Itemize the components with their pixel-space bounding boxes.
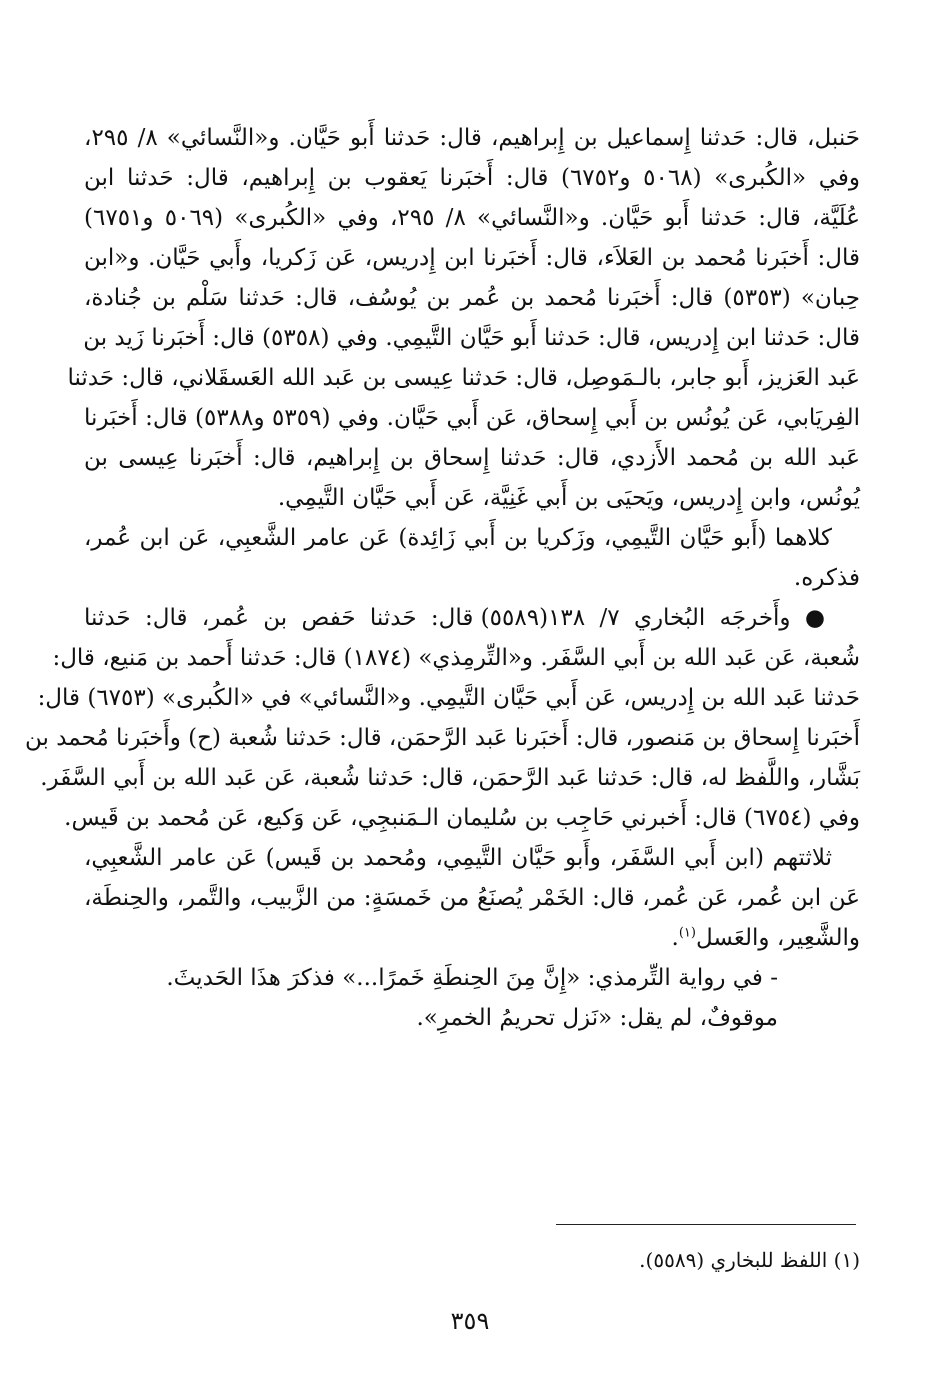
text-line-content: وأَخرجَه البُخاري ٧/ ١٣٨(٥٥٨٩) قال: حَدثنا حَفص بن عُمر، قال: حَدثنا [84, 605, 791, 631]
text-line: حَدثنا عَبد الله بن إِدريس، عَن أَبي حَيَّان التَّيمِي. و«النَّسائي» في «الكُبرى» (٦٧٥٣) قال: [37, 685, 860, 711]
text-line: حِبان» (٥٣٥٣) قال: أَخبَرنا مُحمد بن عُمر بن يُوسُف، قال: حَدثنا سَلْم بن جُنادة، [84, 285, 860, 311]
footnote: (١) اللفظ للبخاري (٥٥٨٩). [639, 1248, 860, 1272]
text-line: وفي «الكُبرى» (٥٠٦٨ و٦٧٥٢) قال: أَخبَرنا يَعقوب بن إِبراهيم، قال: حَدثنا ابن [84, 165, 860, 191]
text-line: عُلَيَّة، قال: حَدثنا أَبو حَيَّان. و«النَّسائي» ٨/ ٢٩٥، وفي «الكُبرى» (٥٠٦٩ و٦٧٥١) [84, 205, 861, 231]
text-line: ثلاثتهم (ابن أَبي السَّفَر، وأَبو حَيَّان التَّيمِي، ومُحمد بن قَيس) عَن عامر الشَّعبِي، [84, 845, 832, 871]
text-line-content: والشَّعِير، والعَسل [695, 925, 860, 951]
text-line: فذكره. [793, 565, 860, 591]
text-line-with-footnote [84, 918, 860, 958]
text-line: عَبد العَزيز، أَبو جابر، بالـمَوصِل، قال: حَدثنا عِيسى بن عَبد الله العَسقَلاني، قال: حَدثنا [67, 365, 860, 391]
footnote-divider [556, 1224, 856, 1225]
page-number: ٣٥٩ [450, 1307, 490, 1335]
text-line-bulleted [84, 598, 860, 638]
sentence-end: . [671, 925, 679, 951]
text-line: وفي (٦٧٥٤) قال: أَخبرني حَاجِب بن سُليمان الـمَنبجِي، عَن وَكيع، عَن مُحمد بن قَيس. [64, 805, 860, 831]
text-line: الفِريَابي، عَن يُونُس بن أَبي إِسحاق، عَن أَبي حَيَّان. وفي (٥٣٥٩ و٥٣٨٨) قال: أَخبَرنا [84, 405, 860, 431]
text-line: كلاهما (أَبو حَيَّان التَّيمِي، وزَكريا بن أَبي زَائِدة) عَن عامر الشَّعبِي، عَن ابن عُمر، [84, 525, 832, 551]
text-line: حَنبل، قال: حَدثنا إِسماعيل بن إِبراهيم، قال: حَدثنا أَبو حَيَّان. و«النَّسائي» ٨/ ٢٩٥، [84, 125, 860, 151]
text-line: شُعبة، عَن عَبد الله بن أَبي السَّفَر. و«التِّرمِذي» (١٨٧٤) قال: حَدثنا أَحمد بن مَنيع، قال: [52, 645, 860, 671]
text-line: يُونُس، وابن إِدريس، ويَحيَى بن أَبي غَنِيَّة، عَن أَبي حَيَّان التَّيمِي. [277, 485, 860, 511]
text-line: عَن ابن عُمر، عَن عُمر، قال: الخَمْر يُصنَعُ من خَمسَةٍ: من الزَّبيب، والتَّمر، والحِنطَة، [84, 885, 860, 911]
text-line: - في رواية التِّرمذي: «إِنَّ مِنَ الحِنطَةِ خَمرًا...» فذكرَ هذَا الحَديثَ. [166, 965, 778, 991]
text-line: قال: أَخبَرنا مُحمد بن العَلاَء، قال: أَخبَرنا ابن إِدريس، عَن زَكريا، وأَبي حَيَّان. و«ابن [84, 245, 860, 271]
text-line: بَشَّار، واللَّفظ له، قال: حَدثنا عَبد الرَّحمَن، قال: حَدثنا شُعبة، عَن عَبد الله بن أَبي السَّفَر. [40, 765, 860, 791]
text-line: قال: حَدثنا ابن إِدريس، قال: حَدثنا أَبو حَيَّان التَّيمِي. وفي (٥٣٥٨) قال: أَخبَرنا زَيد بن [83, 325, 860, 351]
footnote-reference[interactable]: (١) [678, 925, 696, 941]
main-text [24, 118, 861, 1038]
text-line: أَخبَرنا إِسحاق بن مَنصور، قال: أَخبَرنا عَبد الرَّحمَن، قال: حَدثنا شُعبة (ح) وأَخبَرنا مُحمد بن [24, 725, 860, 751]
text-line: موقوفٌ، لم يقل: «نَزل تحريمُ الخمرِ». [416, 1005, 778, 1031]
bullet-icon: ● [804, 604, 833, 631]
text-line: عَبد الله بن مُحمد الأَزدي، قال: حَدثنا إِسحاق بن إِبراهيم، قال: أَخبَرنا عِيسى بن [84, 445, 860, 471]
